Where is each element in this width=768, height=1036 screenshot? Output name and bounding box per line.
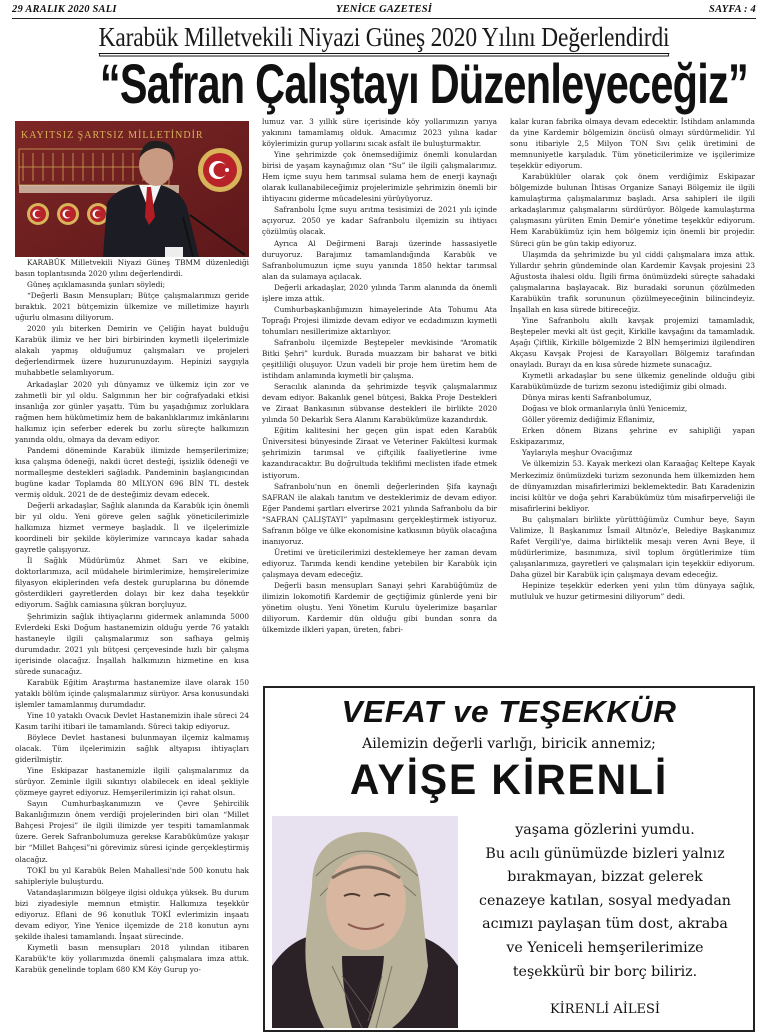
article-paragraph: Karabük Eğitim Araştırma hastanemize ilave olarak 150 yataklı bölüm içinde çalışmalarımız sürüyor. Arsa konusundaki işlemler tamamlanmış durumdadır. (15, 677, 249, 709)
obituary-line: teşekkürü bir borç biliriz. (512, 963, 698, 980)
article-paragraph: Sayın Cumhurbaşkanımızın ve Çevre Şehircilik Bakanlığımızın önem verdiği projelerinden biri olan “Millet Bahçesi Projesi” ile ilgili ilimizde yer tespiti tamamlanmak üzere. Gerek Safranbolumuza gerekse Karabükümüze yakışır bir “Millet Bahçesi”ni görevimiz süresi içinde gerçekleştirmiş olacağız. (15, 799, 249, 864)
obituary-line: cenazeye katılan, sosyal medyadan (479, 892, 731, 909)
article-paragraph: TOKİ bu yıl Karabük Belen Mahallesi'nde 500 konutu hak sahipleriyle buluşturdu. (15, 865, 249, 886)
article-paragraph-continued: kalar kuran fabrika olmaya devam edecektir. İstihdam anlamında da yine Kardemir bölgemizin öncüsü olmayı sürdürmelidir. Yıl sonu itibariyle 2,5 Milyon TON Sıvı çelik üretimini de memnuniyetle karşıladık. Tüm yöneticilerimize ve işçilerimize teşekkür ediyorum. (510, 117, 755, 171)
article-paragraph-continued: lumuz var. 3 yıllık süre içerisinde köy yollarımızın yarıya yakınını tamamlamış olduk. Amacımız 2023 yılına kadar köylerimizin gurup yollarını sıcak asfalt ile buluşturmaktır. (262, 117, 497, 149)
photo-banner-text: KAYITSIZ ŞARTSIZ MİLLETİNDİR (21, 130, 204, 141)
masthead-paper-name: YENİCE GAZETESİ (335, 4, 433, 15)
article-paragraph: Safranbolu'nun en önemli değerlerinden Şifa kaynağı SAFRAN ile alakalı tanıtım ve desteklerimiz de devam ediyor. Eğer Pandemi şartları elverirse 2021 yılında Safranbolu da bir “SAFRAN ÇALIŞTAYI” yapılmasını gerçekleştirmek istiyoruz. Safranın bölge ve ülke ekonomisine katkısının büyük olacağına inanıyoruz. (262, 481, 497, 546)
tbmm-emblems-small (27, 203, 109, 225)
masthead-date: 29 ARALIK 2020 SALI (12, 4, 117, 15)
article-paragraph: KARABÜK Milletvekili Niyazi Güneş TBMM düzenlediği basın toplantısında 2020 yılını değerlendirdi. (15, 258, 249, 279)
obituary-line: bırakmayan, bizzat gelerek (507, 869, 703, 886)
obituary-line: ve Yeniceli hemşerilerimize (506, 939, 704, 956)
article-paragraph: “Değerli Basın Mensupları; Bütçe çalışmalarımızı geride bıraktık. 2021 bütçemizin ülkemize ve milletimize hayırlı uğurlu olmasını diliyorum. (15, 291, 249, 323)
article-paragraph: İl Sağlık Müdürümüz Ahmet Sarı ve ekibine, doktorlarımıza, acil müdahele birimlerimize, hemşirelerimize filyasyon ekiplerinden vefa destek guruplarına bu dönemde gösterdikleri gayretlerden dolayı bir kez daha teşekkür ediyorum. Sağlık camiasına şükran borçluyuz. (15, 556, 249, 610)
obituary-photo-illustration (272, 816, 458, 1028)
article-paragraph: Ulaşımda da şehrimizde bu yıl ciddi çalışmalara imza attık. Yıllardır şehrin gündeminde olan Kardemir Kavşak projesini 23 Ağustosta ihalesi oldu. İlgili firma önümüzdeki süreçte sahadaki çalışmalarına başlayacak. Biz buradaki sorunun çözülmeden Karabükün trafik sorununun çözülmeyeceğinin bilincindeyiz. İnşallah en kısa sürede bitireceğiz. (510, 249, 755, 314)
article-column-3 (510, 116, 755, 686)
article-paragraph: Pandemi döneminde Karabük ilimizde hemşerilerimize; kısa çalışma ödeneği, nakdi ücret desteği, işsizlik ödeneği ve normalleşme destekleri sağladık. Pandeminin başlangıcından bugüne kadar Toplamda 80 MİLYON 696 BİN TL destek vermiş olduk. 2021 de de desteğimiz devam edecek. (15, 445, 249, 499)
obituary-signature: KİRENLİ AİLESİ (549, 1002, 661, 1017)
article-paragraph: Kıymetli basın mensupları 2018 yılından itibaren Karabük'te köy yollarımızda önemli çalışmalara imza attık. Karabük genelinde toplam 680 KM Köy Gurup yo- (15, 942, 249, 974)
article-paragraph: Göller yöremiz dediğimiz Eflanimiz, (522, 415, 656, 425)
article-paragraph: Yine şehrimizde çok önemsediğimiz önemli konulardan birisi de yaşam kaynağımız olan “Su” ile ilgili çalışmalarımız. Hem içme suyu hem tarımsal sulama hem de enerji kaynağı olarak kullanabileceğimiz projelerimizle şehrimizin önemli bir ihtiyacını giderme mücadelesini yürüyüyoruz. (262, 150, 497, 204)
obituary-message (465, 819, 745, 984)
obituary-intro: Ailemizin değerli varlığı, biricik annemiz; (362, 736, 656, 752)
article-paragraph: Bu çalışmaları birlikte yürüttüğümüz Cumhur beye, Sayın Valimize, İl Başkanımız İsmail Altınöz'e, Belediye Başkanımız Rafet Vergili'ye, daima birliktelik mesajı veren Avni Beye, il müdürlerimize, basınımıza, sivil toplum örgütlerimize tüm çalışanlarımıza, gayretleri ve çalışmaları için teşekkür ediyorum. Daha güzel bir Karabük için çalışmaya devam edeceğiz. (510, 514, 755, 579)
article-paragraph: Karabüklüler olarak çok önem verdiğimiz Eskipazar bölgemizde bulunan İhtisas Organize Sanayi Bölgemiz ile ilgili kamulaştırma çalışmalarımız başladı. Arsa sahipleri ile ilgili arkadaşlarımız çalışmalarını sürdürüyor. Bölgede kamulaştırma çalışmasını yürüten Emin Demir'e yönetime teşekkür ediyorum. Hem Karabükümüz için hem bölgemiz için önemli bir projedir. Süreci gün be gün takip ediyoruz. (510, 172, 755, 248)
article-photo-illustration (15, 121, 249, 257)
article-paragraph: Dünya miras kenti Safranbolumuz, (522, 393, 652, 403)
article-headline (60, 21, 707, 55)
article-paragraph: Güneş açıklamasında şunları söyledi; (27, 280, 166, 290)
article-paragraph: Yaylarıyla meşhur Ovacığımız (522, 448, 633, 458)
obituary-title: VEFAT ve TEŞEKKÜR (341, 694, 677, 729)
tbmm-emblem-large (198, 148, 242, 192)
obituary-line: acımızı paylaşan tüm dost, akraba (482, 916, 728, 933)
obituary-notice (263, 686, 755, 1032)
article-paragraph: Safranbolu ilçemizde Beştepeler mevkisinde “Aromatik Bitki Şehri” kurduk. Burada muazzam bir baharat ve bitki çeşitliliği oluşuyor. Uzun vadeli bir proje hem üretim hem de istihdam anlamında kıymetli bir çalışma. (262, 337, 497, 381)
obituary-line: yaşama gözlerini yumdu. (515, 822, 695, 838)
article-paragraph: Eğitim kalitesini her geçen gün ispat eden Karabük Üniversitesi bünyesinde Ziraat ve Veteriner Fakültesi kurmak şehrimizin tarımsal ve çiftçilik faaliyetlerine ivme kazandıracaktır. Bu doğrultuda teklifimi meclisten ifade etmek istiyorum. (262, 426, 497, 480)
obituary-deceased-name: AYİŞE KİRENLİ (349, 756, 669, 804)
masthead (12, 3, 756, 19)
article-paragraph: Yine 10 yataklı Ovacık Devlet Hastanemizin ihale süreci 24 Kasım tarihi itibari ile tamamlandı. Süreci takip ediyoruz. (15, 710, 249, 731)
article-paragraph: Yine Eskipazar hastanemizle ilgili çalışmalarımız da sürüyor. Zeminle ilgili sıkıntıyı olabilecek en ideal şekliyle çözmeye gayret ediyoruz. Hemşerilerimizin içi rahat olsun. (15, 766, 249, 798)
article-paragraph: Üretimi ve üreticilerimizi desteklemeye her zaman devam ediyoruz. Tarımda kendi kendine yetebilen bir Karabük için çalışmaya devam edeceğiz. (262, 547, 497, 579)
article-subheadline: “Safran Çalıştayı Düzenleyeceğiz” (99, 52, 748, 115)
article-paragraph: Vatandaşlarımızın bölgeye ilgisi oldukça yüksek. Bu durum bizi ziyadesiyle memnun etmiştir. Halkımıza teşekkür ediyoruz. Eflani de 96 konutluk TOKİ evlerimizin inşaatı devam ediyor, Yine Yenice ilçemizde de 218 konutun aynı şekilde ihalesi tamamlandı. İnşaat sürecinde. (15, 887, 249, 941)
obituary-line: Bu acılı günümüzde bizleri yalnız (485, 845, 725, 862)
article-paragraph: Doğası ve blok ormanlarıyla ünlü Yenicemiz, (522, 404, 688, 414)
article-paragraph: Ve ülkemizin 53. Kayak merkezi olan Karaağaç Keltepe Kayak Merkezimiz önümüzdeki turizm sezonunda hem ülkemizden hem de dünyamızdan misafirlerimizi beklemektedir. Batı Karadenizin incisi kültür ve doğa şehri Karabükümüz tüm misafirperveliği ile misafirlerini bekliyor. (510, 459, 755, 513)
article-column-2 (262, 116, 497, 686)
article-paragraph: Seracılık alanında da şehrimizde teşvik çalışmalarımız devam ediyor. Bakanlık genel bütçesi, Bakka Proje Destekleri ve Ziraat Bankasının sübvanse destekleri ile birlikte 2020 yılında 50 Dekarlık Sera Alanını Karabükümüze kazandırdık. (262, 382, 497, 425)
obituary-photo-deceased (272, 816, 458, 1028)
article-paragraph: Erken dönem Bizans şehrine ev sahipliği yapan Eskipazarımız, (510, 426, 755, 447)
article-paragraph: Değerli basın mensupları Sanayi şehri Karabüğümüz de ilimizin lokomotifi Kardemir de geçtiğimiz günlerde yeni bir yönetim oluştu. Yeni Yönetim Kurulu üyelerimize başarılar diliyorum. Kardemir dün olduğu gibi bundan sonra da ülkemizde ilkleri yapan, üreten, fabri- (262, 580, 497, 635)
article-paragraph: 2020 yılı biterken Demirin ve Çeliğin hayat bulduğu Karabük ilimiz ve her biri birbirinden kıymetli ilçelerimizle alakalı yapmış olduğumuz çalışmaları ve projeleri değerlendirmek üzere huzurunuzdayım. Hepinizi saygıyla muhabbetle selamlıyorum. (15, 324, 249, 378)
article-headline-text: Karabük Milletvekili Niyazi Güneş 2020 Yılını Değerlendirdi (98, 22, 670, 52)
article-paragraph: Şehrimizin sağlık ihtiyaçlarını gidermek anlamında 5000 Evlerdeki Eski Doğum hastanemizin olduğu yerde 76 yataklı hastaneyle ilgili çalışmalarımız son safhaya gelmiş durumdadır. 2021 yılı bütçesi çerçevesinde hızlı bir çalışma içerisinde olacağız. İnşallah halkımızın hizmetine en kısa sürede sunacağız. (15, 611, 249, 676)
article-paragraph: Arkadaşlar 2020 yılı dünyamız ve ülkemiz için zor ve zahmetli bir yıl oldu. Salgınının her bir coğrafyadaki etkisi insanlığa zor günler yaşattı. Tüm bu yaşadığımız zorluklara rağmen hem hükümetimiz hem de bakanlıklarımız imkânlarını halkımız için seferber ederek bu zorlu süreçte halkımızın yanında oldu, olmaya da devam ediyor. (15, 379, 249, 444)
article-paragraph: Hepinize teşekkür ederken yeni yılın tüm dünyaya sağlık, mutluluk ve huzur getirmesini diliyorum” dedi. (510, 580, 755, 602)
masthead-page-number: SAYFA : 4 (709, 4, 756, 15)
article-paragraph: Değerli arkadaşlar, 2020 yılında Tarım alanında da önemli işlere imza attık. (262, 282, 497, 303)
article-paragraph: Kıymetli arkadaşlar bu sene ülkemiz genelinde olduğu gibi Karabükümüzde de turizm sezonu istediğimiz gibi olmadı. (510, 371, 755, 392)
article-column-1 (15, 257, 249, 1036)
article-paragraph: Değerli arkadaşlar, Sağlık alanında da Karabük için önemli bir yıl oldu. Yeni göreve gelen sağlık yöneticilerimizle halkımıza hizmet vermeye başladık. İl ve ilçelerimizle koordineli bir şekilde köylerimize varıncaya kadar sahada gayretle çalışıyoruz. (15, 501, 249, 555)
article-paragraph: Ayrıca Al Değirmeni Barajı üzerinde hassasiyetle duruyoruz. Barajımız tamamlandığında Karabük ve Safranbolumuzun içme suyu yanında 1850 hektar tarımsal alan da sulamaya açılacak. (262, 238, 497, 281)
article-paragraph: Yine Safranbolu akıllı kavşak projemizi tamamladık, Beştepeler mevki alt üst geçit, Kirkille kavşağını da tamamladık. Aşağı Çiftlik, Kirkille bölgemizde 2 BİN hemşerimizi ilgilendiren Akçasu Kavşak Projesi de Karayolları Bölgemiz tarafından onayladı. Burayı da en kısa sürede hizmete sunacağız. (510, 315, 755, 370)
article-paragraph: Safranbolu İçme suyu arıtma tesisimizi de 2021 yılı içinde açıyoruz. 2050 ye kadar Safranbolu ilçemizin su ihtiyacı çözülmüş olacak. (262, 205, 497, 237)
article-photo-mp-at-podium (15, 121, 249, 257)
article-paragraph: Böylece Devlet hastanesi bulunmayan ilçemiz kalmamış olacak. Tüm ilçelerimizin sağlık altyapısı ihtiyaçları giderilmiştir. (15, 733, 249, 765)
article-paragraph: Cumhurbaşkanlığımızın himayelerinde Ata Tohumu Ata Toprağı Projesi ilimizde devam ediyor ve ecdadımızın kıymetli tohumları nesillerimize aktarılıyor. (262, 304, 497, 336)
